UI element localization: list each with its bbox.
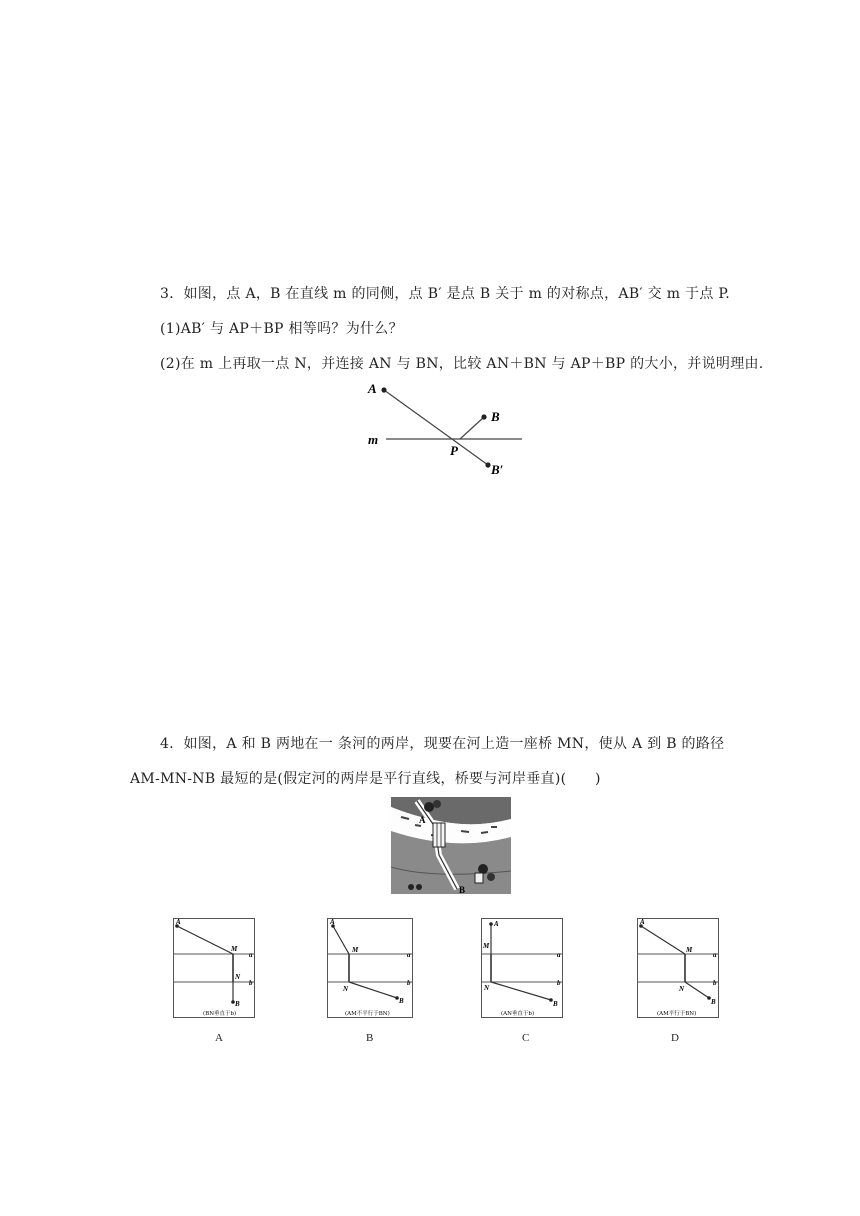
point-a — [381, 387, 386, 392]
option-d-letter[interactable]: D — [671, 1032, 679, 1044]
svg-text:(AN垂直于b): (AN垂直于b) — [501, 1011, 535, 1017]
svg-text:b: b — [249, 979, 253, 987]
svg-text:a: a — [713, 951, 717, 959]
svg-text:M: M — [231, 945, 238, 953]
svg-text:N: N — [484, 984, 490, 992]
svg-text:a: a — [557, 951, 561, 959]
svg-text:A: A — [494, 920, 499, 928]
q3-part1: (1)AB′ 与 AP＋BP 相等吗？为什么？ — [160, 321, 403, 337]
svg-text:(BN垂直于b): (BN垂直于b) — [203, 1011, 237, 1017]
option-b-figure — [327, 918, 413, 1018]
svg-text:B: B — [459, 885, 466, 894]
svg-text:A: A — [330, 918, 335, 926]
svg-text:A: A — [176, 918, 181, 926]
river-bridge-illustration — [391, 797, 511, 894]
option-c-letter[interactable]: C — [522, 1032, 530, 1044]
svg-text:B: B — [235, 1000, 240, 1008]
svg-text:(AM平行于BN): (AM平行于BN) — [657, 1011, 697, 1017]
option-d-figure — [637, 918, 719, 1018]
svg-text:B: B — [399, 997, 404, 1005]
label-m: m — [368, 432, 379, 447]
label-bprime: B′ — [491, 462, 504, 477]
svg-text:N: N — [343, 985, 349, 993]
point-b — [481, 414, 486, 419]
q3-stem: 3．如图，点 A，B 在直线 m 的同侧，点 B′ 是点 B 关于 m 的对称点，AB′ 交 m 于点 P. — [160, 286, 730, 302]
option-a-figure — [173, 918, 255, 1018]
svg-text:A: A — [640, 918, 645, 926]
svg-text:b: b — [407, 979, 411, 987]
svg-text:(AM不平行于BN): (AM不平行于BN) — [345, 1011, 390, 1017]
label-p: P — [450, 443, 458, 458]
svg-text:N: N — [679, 985, 685, 993]
option-a-letter[interactable]: A — [215, 1032, 223, 1044]
svg-text:a: a — [249, 951, 253, 959]
svg-text:M: M — [483, 942, 490, 950]
svg-text:b: b — [713, 979, 717, 987]
option-b-letter[interactable]: B — [366, 1032, 374, 1044]
label-b: B — [491, 409, 500, 424]
segment-p-b — [460, 417, 484, 439]
svg-text:B: B — [553, 1000, 558, 1008]
svg-text:M: M — [686, 946, 693, 954]
label-a: A — [368, 381, 377, 396]
q4-stem-line2: AM-MN-NB 最短的是(假定河的两岸是平行直线，桥要与河岸垂直)( ) — [130, 771, 601, 787]
q3-figure — [360, 375, 530, 485]
svg-text:b: b — [557, 979, 561, 987]
point-bprime — [485, 462, 490, 467]
svg-text:N: N — [235, 973, 241, 981]
svg-text:B: B — [711, 998, 716, 1006]
option-c-figure — [481, 918, 563, 1018]
svg-text:M: M — [352, 946, 359, 954]
q3-part2: (2)在 m 上再取一点 N，并连接 AN 与 BN，比较 AN＋BN 与 AP＋BP 的大小，并说明理由. — [160, 356, 764, 372]
svg-text:A: A — [419, 815, 426, 825]
q4-stem-line1: 4．如图，A 和 B 两地在一 条河的两岸，现要在河上造一座桥 MN，使从 A 到 B 的路径 — [160, 736, 725, 752]
svg-text:a: a — [407, 951, 411, 959]
